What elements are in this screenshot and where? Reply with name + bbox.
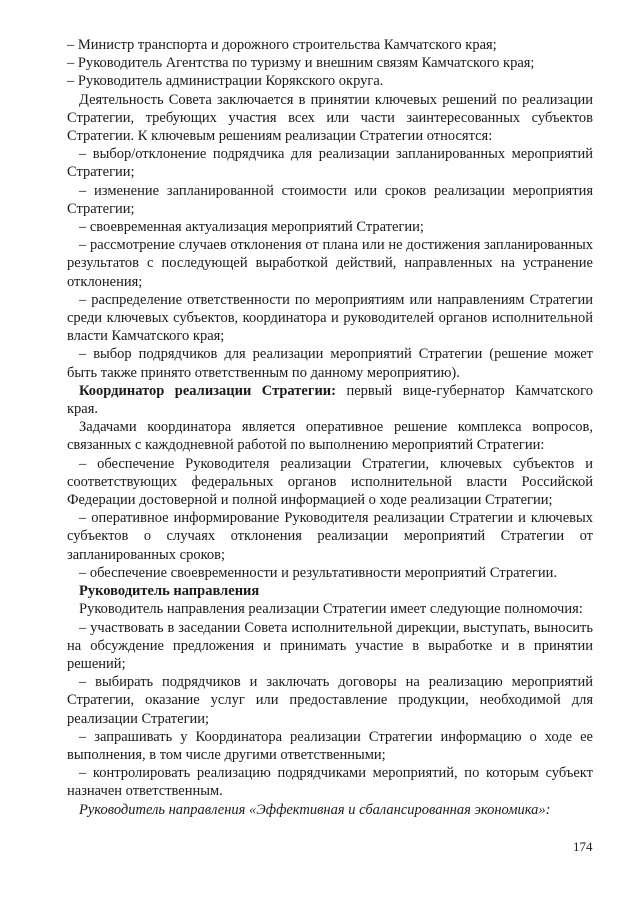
list-item: – запрашивать у Координатора реализации Стратегии информацию о ходе ее выполнения, в том числе другими ответственными; <box>67 728 593 763</box>
list-item: – оперативное информирование Руководителя реализации Стратегии и ключевых субъектов о случаях отклонения реализации мероприятий Стратегии от запланированных сроков; <box>67 510 593 563</box>
list-item: – своевременная актуализация мероприятий Стратегии; <box>79 219 424 236</box>
italic-heading: Руководитель направления «Эффективная и сбалансированная экономика»: <box>79 801 551 818</box>
list-item: – Руководитель администрации Корякского округа. <box>67 73 384 90</box>
list-item: – обеспечение Руководителя реализации Стратегии, ключевых субъектов и соответствующих федеральных органов исполнительной власти Российской Федерации достоверной и полной информацией о ходе реализации Стратегии; <box>67 455 593 509</box>
list-item: – Руководитель Агентства по туризму и внешним связям Камчатского края; <box>67 55 535 72</box>
list-item: – выбор/отклонение подрядчика для реализации запланированных мероприятий Стратегии; <box>67 146 593 181</box>
coordinator-tasks-paragraph: Задачами координатора является оперативное решение комплекса вопросов, связанных с каждодневной работой по выполнению мероприятий Стратегии: <box>67 419 593 454</box>
list-item: – обеспечение своевременности и результативности мероприятий Стратегии. <box>79 564 557 581</box>
coordinator-text: первый вице-губернатор Камчатского края. <box>67 382 593 418</box>
list-item: – выбирать подрядчиков и заключать договоры на реализацию мероприятий Стратегии, оказание услуг или предоставление продукции, необходимой для реализации Стратегии; <box>67 674 593 727</box>
list-item: – рассмотрение случаев отклонения от плана или не достижения запланированных результатов с последующей выработкой действий, направленных на устранение отклонения; <box>67 237 593 290</box>
direction-paragraph: Руководитель направления реализации Стратегии имеет следующие полномочия: <box>79 601 583 618</box>
list-item: – выбор подрядчиков для реализации мероприятий Стратегии (решение может быть также принято ответственным по данному мероприятию). <box>67 346 593 381</box>
section-heading: Руководитель направления <box>79 583 260 600</box>
coordinator-label: Координатор реализации Стратегии: <box>79 382 336 399</box>
list-item: – участвовать в заседании Совета исполнительной дирекции, выступать, выносить на обсуждение предложения и принимать участие в выработке и в принятии решений; <box>67 619 593 672</box>
list-item: – распределение ответственности по мероприятиям или направлениям Стратегии среди ключевых субъектов, координатора и руководителей органов исполнительной власти Камчатского края; <box>67 291 593 345</box>
list-item: – Министр транспорта и дорожного строительства Камчатского края; <box>67 37 497 53</box>
council-paragraph: Деятельность Совета заключается в принятии ключевых решений по реализации Стратегии, требующих участия всех или части заинтересованных субъектов Стратегии. К ключевым решениям реализации Стратегии относятся: <box>67 91 593 145</box>
coordinator-paragraph <box>67 382 593 418</box>
list-item: – изменение запланированной стоимости или сроков реализации мероприятия Стратегии; <box>67 182 593 217</box>
page-number: 174 <box>573 839 593 854</box>
document-page <box>67 36 593 819</box>
list-item: – контролировать реализацию подрядчиками мероприятий, по которым субъект назначен ответственным. <box>67 765 593 800</box>
